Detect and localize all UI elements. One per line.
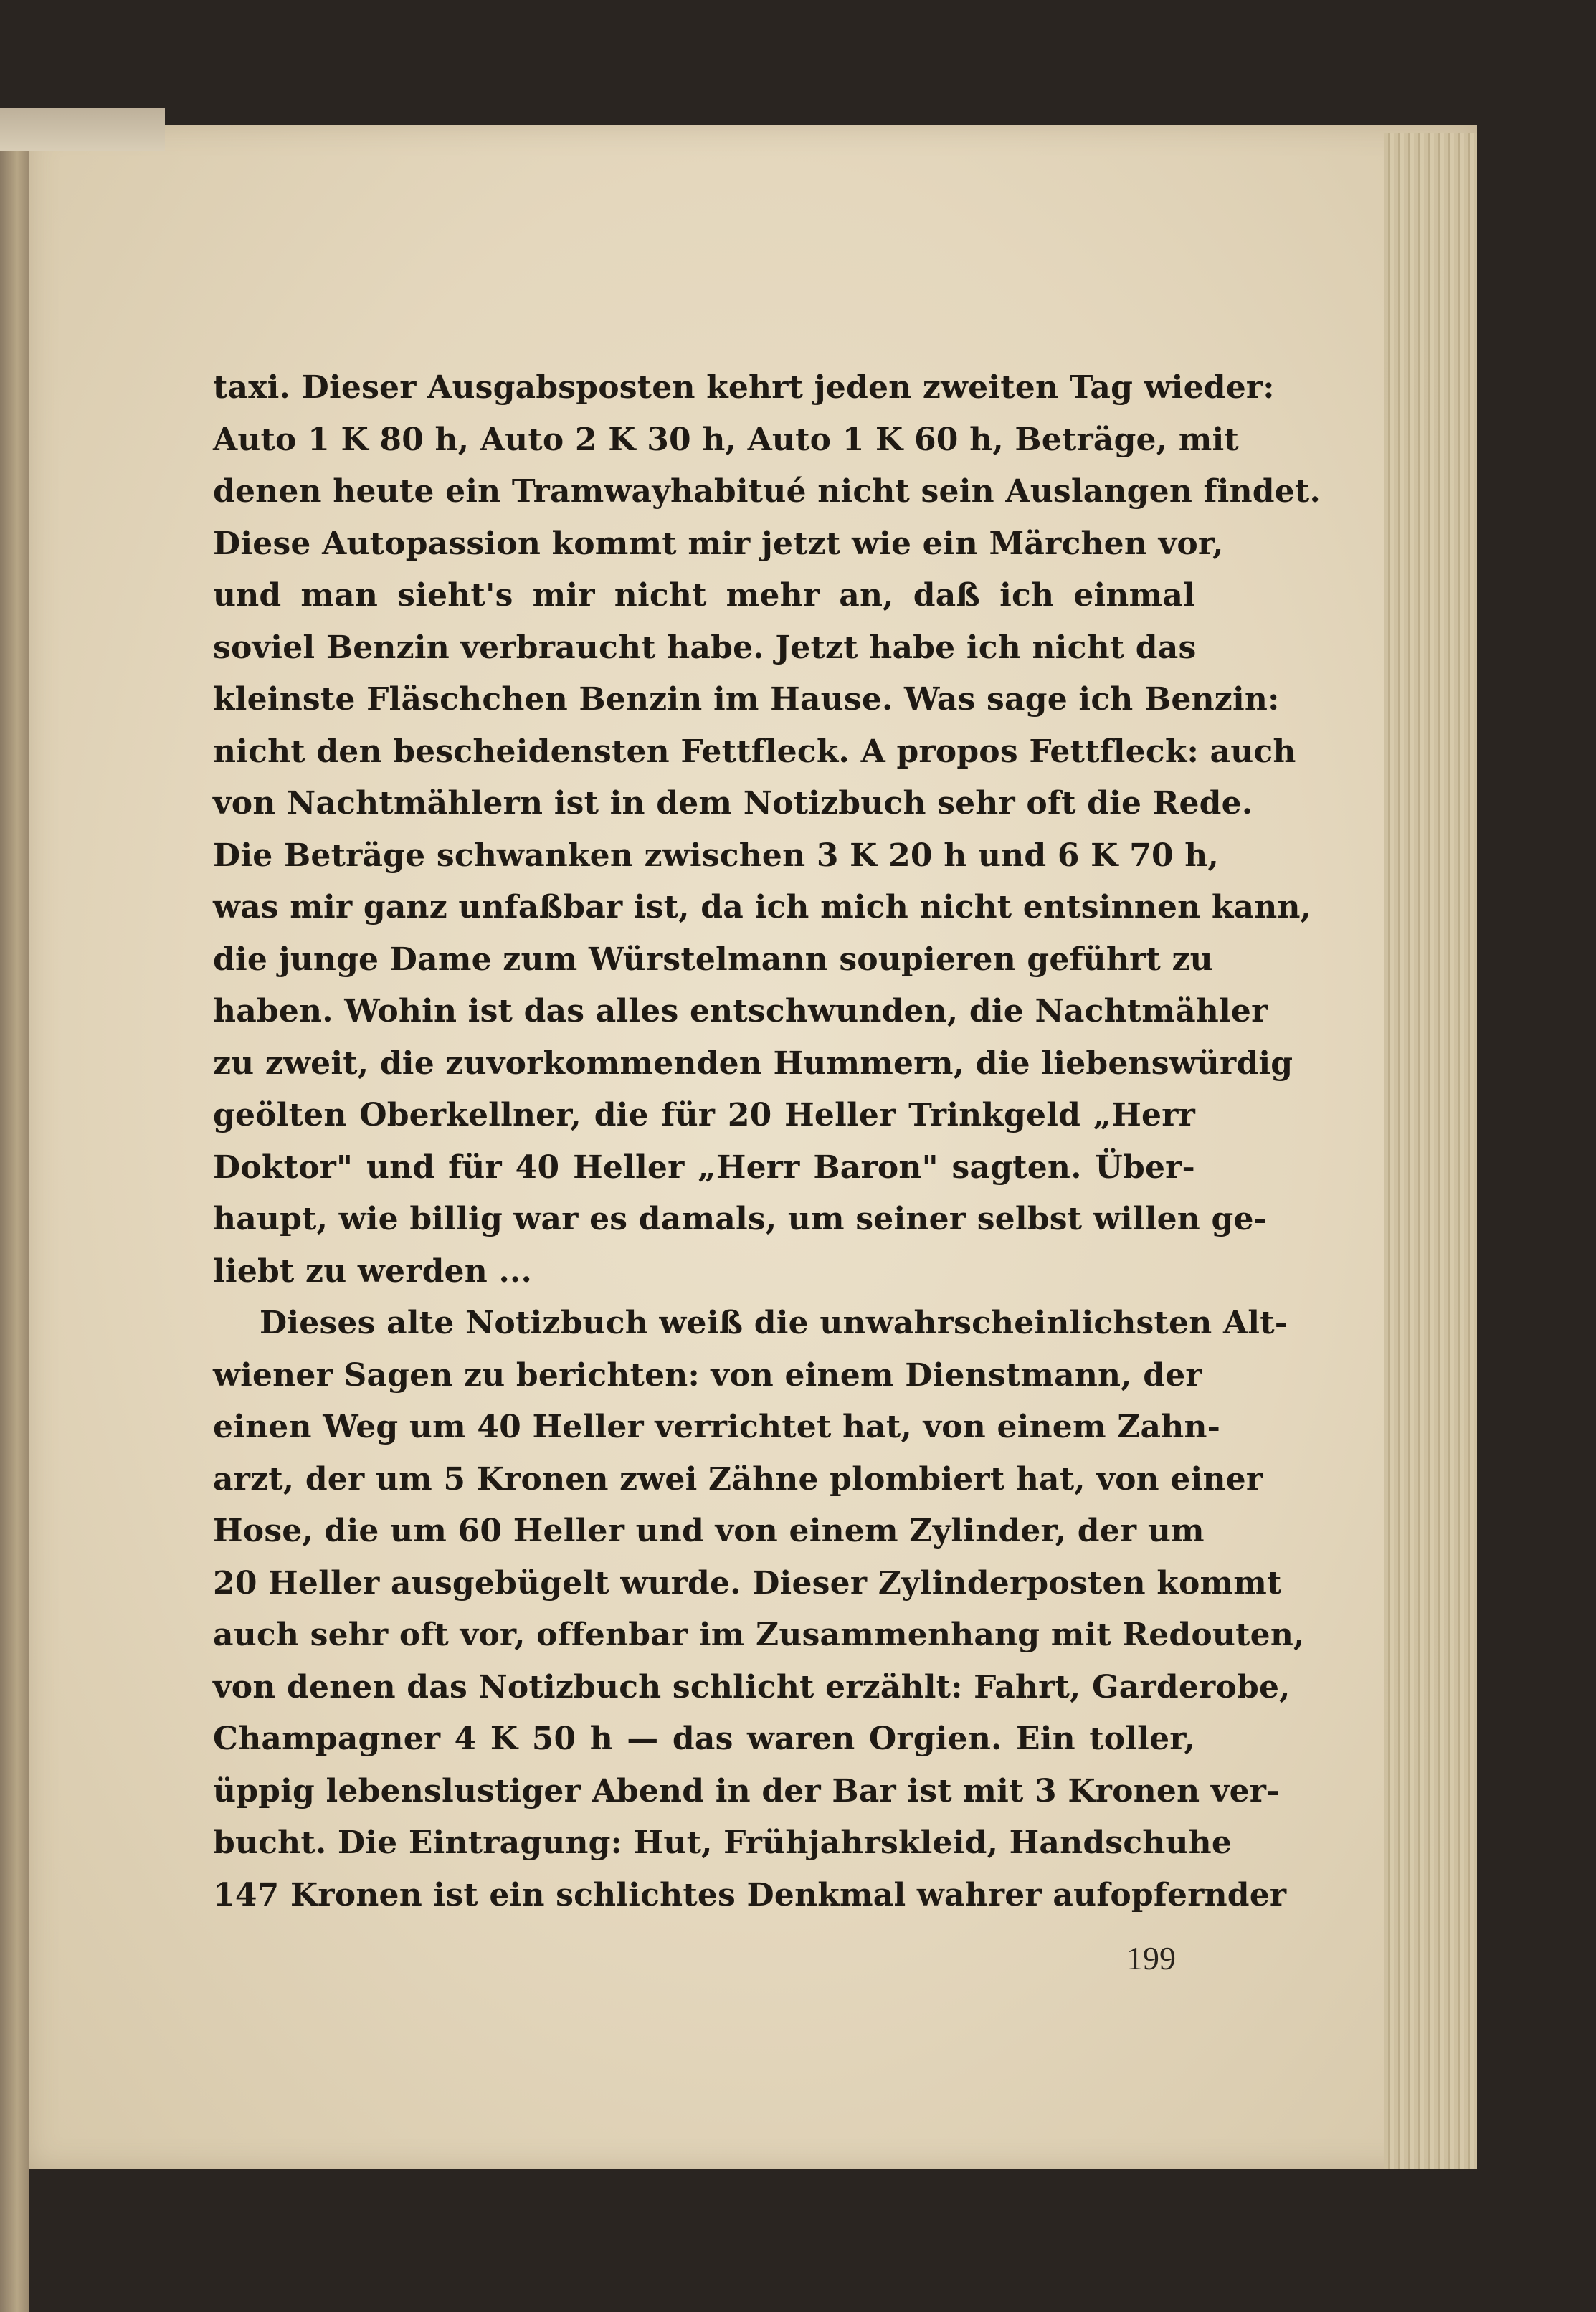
text-line: haben. Wohin ist das alles entschwunden, die Nachtmähler bbox=[213, 993, 1268, 1029]
text-line: bucht. Die Eintragung: Hut, Frühjahrskleid, Handschuhe bbox=[213, 1825, 1232, 1861]
text-line: liebt zu werden ... bbox=[213, 1252, 533, 1290]
text-line: Diese Autopassion kommt mir jetzt wie ein Märchen vor, bbox=[213, 525, 1224, 562]
text-line: die junge Dame zum Würstelmann soupieren geführt zu bbox=[213, 941, 1213, 978]
text-line: einen Weg um 40 Heller verrichtet hat, von einem Zahn- bbox=[213, 1409, 1221, 1445]
page-number: 199 bbox=[1126, 1940, 1176, 1976]
text-line: zu zweit, die zuvorkommenden Hummern, die liebenswürdig bbox=[213, 1045, 1293, 1082]
paragraph-start-line: Dieses alte Notizbuch weiß die unwahrscheinlichsten Alt- bbox=[260, 1305, 1288, 1341]
text-line: und man sieht's mir nicht mehr an, daß ich einmal bbox=[213, 577, 1195, 614]
text-line: taxi. Dieser Ausgabsposten kehrt jeden zweiten Tag wieder: bbox=[213, 369, 1275, 406]
text-line: wiener Sagen zu berichten: von einem Dienstmann, der bbox=[213, 1356, 1202, 1394]
text-line: Die Beträge schwanken zwischen 3 K 20 h und 6 K 70 h, bbox=[213, 837, 1219, 874]
text-line: 147 Kronen ist ein schlichtes Denkmal wahrer aufopfernder bbox=[213, 1876, 1287, 1913]
text-line: von denen das Notizbuch schlicht erzählt: Fahrt, Garderobe, bbox=[213, 1668, 1291, 1706]
text-line: geölten Oberkellner, die für 20 Heller Trinkgeld „Herr bbox=[213, 1097, 1195, 1133]
text-line: Doktor" und für 40 Heller „Herr Baron" sagten. Über- bbox=[213, 1148, 1195, 1186]
body-text bbox=[213, 362, 1321, 1921]
text-line: üppig lebenslustiger Abend in der Bar ist mit 3 Kronen ver- bbox=[213, 1772, 1280, 1809]
text-line: auch sehr oft vor, offenbar im Zusammenhang mit Redouten, bbox=[213, 1617, 1305, 1653]
text-line: Auto 1 K 80 h, Auto 2 K 30 h, Auto 1 K 60 h, Beträge, mit bbox=[213, 421, 1239, 458]
page-edge-stack bbox=[1384, 133, 1477, 2169]
book-cover-edge bbox=[0, 108, 29, 2312]
text-line: nicht den bescheidensten Fettfleck. A propos Fettfleck: auch bbox=[213, 733, 1296, 770]
text-line: soviel Benzin verbraucht habe. Jetzt habe ich nicht das bbox=[213, 629, 1197, 666]
text-line: von Nachtmählern ist in dem Notizbuch sehr oft die Rede. bbox=[213, 785, 1253, 822]
text-line: Champagner 4 K 50 h — das waren Orgien. Ein toller, bbox=[213, 1721, 1195, 1757]
binding-tape bbox=[0, 108, 165, 151]
text-line: Hose, die um 60 Heller und von einem Zylinder, der um bbox=[213, 1513, 1205, 1549]
text-line: kleinste Fläschchen Benzin im Hause. Was sage ich Benzin: bbox=[213, 681, 1280, 718]
text-line: haupt, wie billig war es damals, um seiner selbst willen ge- bbox=[213, 1201, 1268, 1237]
text-line: denen heute ein Tramwayhabitué nicht sein Auslangen findet. bbox=[213, 473, 1321, 510]
text-line: was mir ganz unfaßbar ist, da ich mich nicht entsinnen kann, bbox=[213, 889, 1312, 926]
text-line: 20 Heller ausgebügelt wurde. Dieser Zylinderposten kommt bbox=[213, 1564, 1282, 1602]
text-line: arzt, der um 5 Kronen zwei Zähne plombiert hat, von einer bbox=[213, 1460, 1263, 1498]
